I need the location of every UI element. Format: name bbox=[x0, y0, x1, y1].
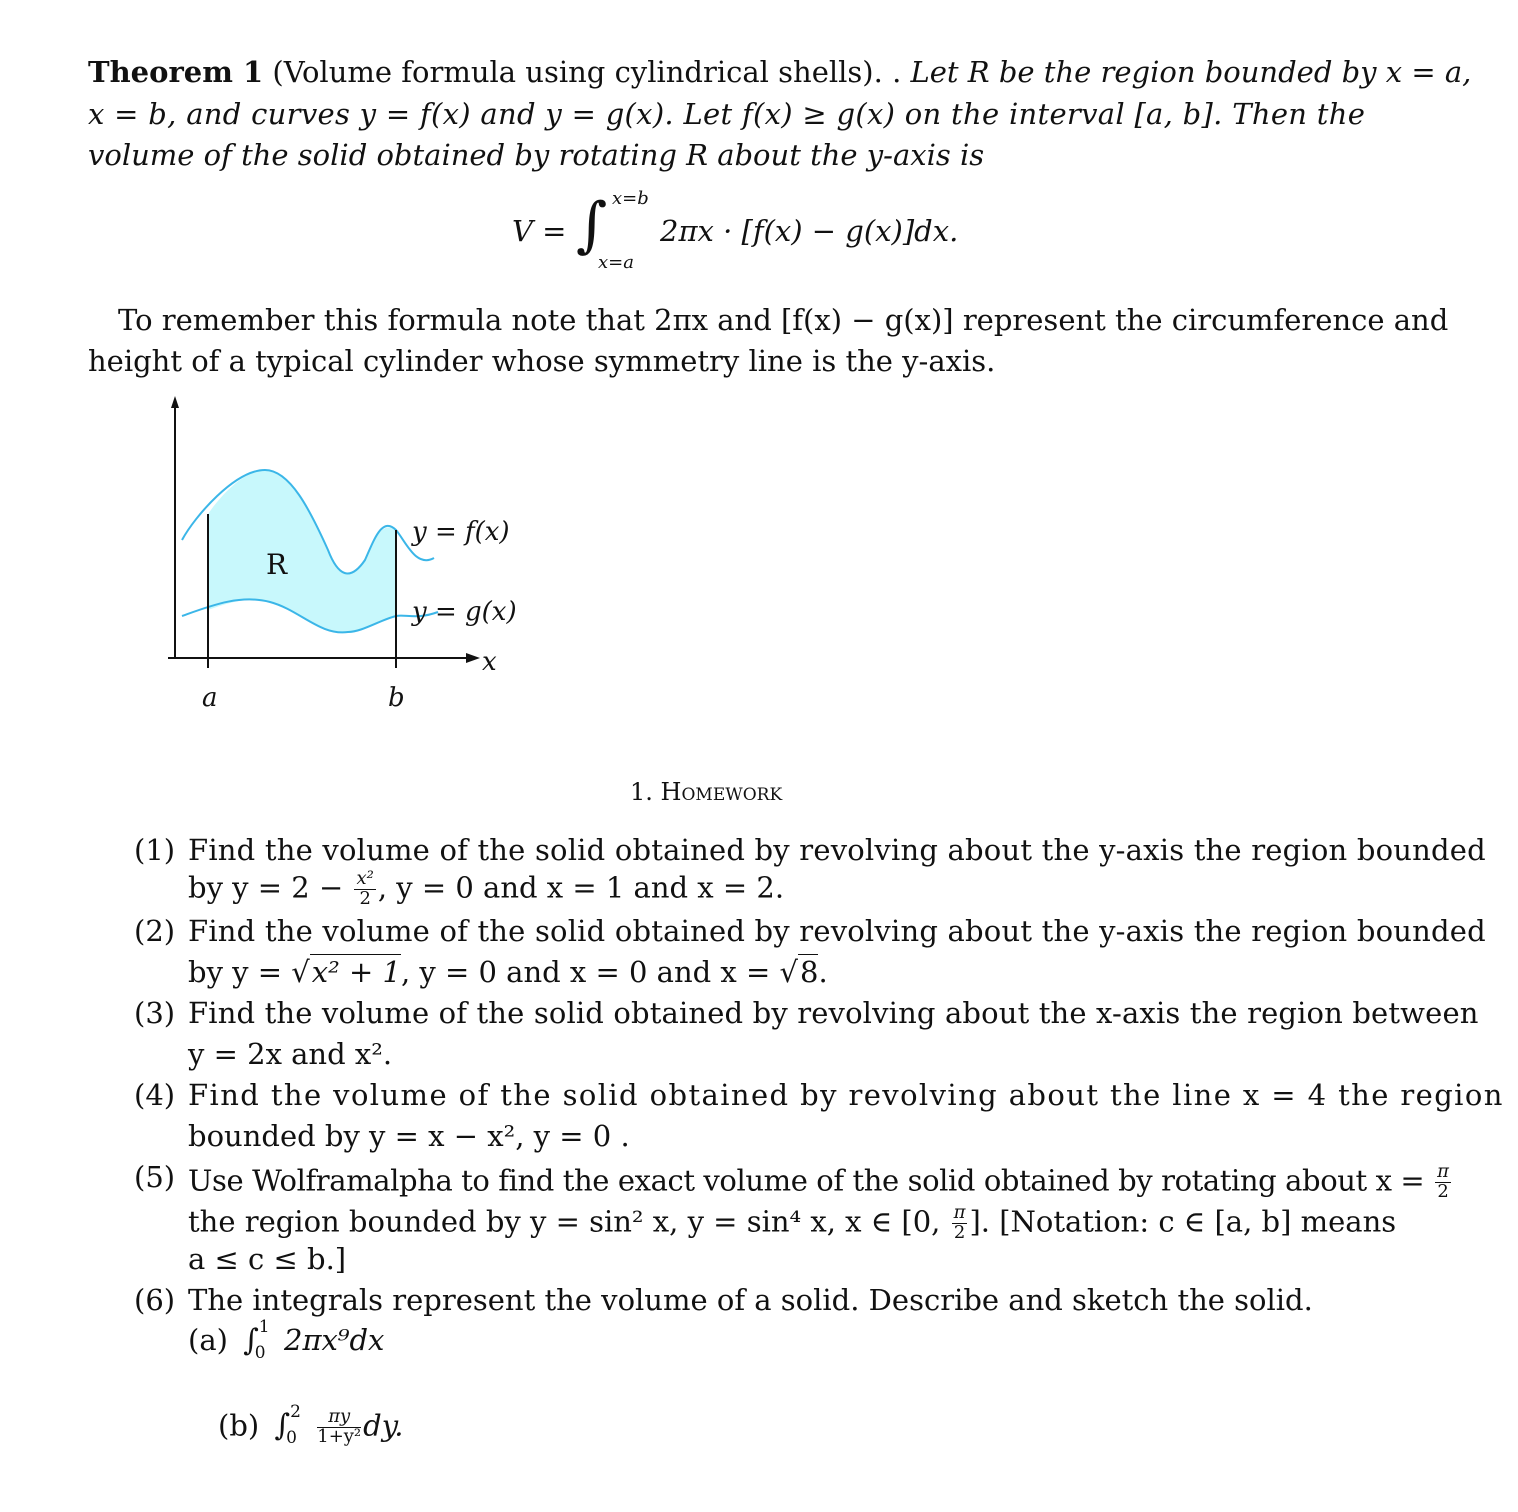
hw-item-2-num: (2) bbox=[134, 914, 176, 948]
hw-item-6a-label: (a) bbox=[188, 1323, 228, 1357]
a-label: a bbox=[202, 683, 218, 713]
theorem-sep: . bbox=[892, 55, 911, 89]
hw-item-1-num: (1) bbox=[134, 833, 176, 867]
hw-item-6a-upper: 1 bbox=[258, 1317, 270, 1337]
hw-item-5-line-1 bbox=[188, 1163, 1453, 1202]
hw-item-6b-label: (b) bbox=[218, 1408, 260, 1443]
hw-item-5-frac1-den: 2 bbox=[1437, 1180, 1449, 1202]
region-label: R bbox=[266, 548, 288, 581]
remark-line-1: To remember this formula note that 2πx and [f(x) − g(x)] represent the circumference and bbox=[118, 303, 1449, 337]
hw-item-1-text-a: by y = 2 − bbox=[188, 870, 344, 905]
hw-item-5-fraction-1 bbox=[1435, 1163, 1450, 1202]
hw-item-5-text-1: Use Wolframalpha to find the exact volume of the solid obtained by rotating about x = bbox=[188, 1163, 1425, 1198]
hw-item-6b bbox=[218, 1402, 404, 1449]
hw-item-6-line-1: The integrals represent the volume of a solid. Describe and sketch the solid. bbox=[188, 1283, 1313, 1317]
region-figure bbox=[150, 390, 530, 730]
hw-item-5-text-2b: ]. [Notation: c ∈ [a, b] means bbox=[969, 1204, 1397, 1239]
hw-item-6b-fraction bbox=[317, 1408, 361, 1447]
formula-integrand: 2πx · [f(x) − g(x)]dx. bbox=[660, 214, 959, 248]
theorem-title: (Volume formula using cylindrical shells). bbox=[272, 55, 883, 89]
hw-item-6b-integral: ∫ bbox=[274, 1408, 291, 1444]
hw-item-1-text-b: , y = 0 and x = 1 and x = 2. bbox=[377, 870, 785, 905]
hw-item-6a-lower: 0 bbox=[254, 1343, 266, 1363]
volume-formula bbox=[512, 188, 972, 273]
hw-item-2-sqrt-2: 8 bbox=[800, 955, 819, 989]
hw-item-6b-frac-den: 1+y² bbox=[317, 1425, 362, 1447]
hw-item-1-line-2 bbox=[188, 870, 784, 909]
theorem-statement-1: Let R be the region bounded by x = a, bbox=[910, 55, 1472, 89]
hw-item-1-fraction bbox=[354, 870, 375, 909]
remark-line-2: height of a typical cylinder whose symmetry line is the y-axis. bbox=[88, 344, 996, 378]
theorem-line-2: x = b, and curves y = f(x) and y = g(x). Let f(x) ≥ g(x) on the interval [a, b]. Then the bbox=[88, 97, 1366, 131]
hw-item-3-line-1: Find the volume of the solid obtained by revolving about the x-axis the region between bbox=[188, 996, 1479, 1030]
theorem-line-1 bbox=[88, 55, 1472, 89]
theorem-label: Theorem 1 bbox=[88, 55, 264, 89]
hw-item-2-text-a: by y = bbox=[188, 955, 283, 989]
hw-item-6b-frac-num: πy bbox=[317, 1408, 361, 1428]
hw-item-6a bbox=[188, 1317, 385, 1366]
hw-item-3-line-2: y = 2x and x². bbox=[188, 1037, 393, 1071]
formula-lhs: V = bbox=[512, 214, 567, 248]
b-label: b bbox=[388, 683, 405, 713]
hw-item-5-frac1-num: π bbox=[1437, 1161, 1449, 1182]
hw-item-1-line-1: Find the volume of the solid obtained by revolving about the y-axis the region bounded bbox=[188, 833, 1486, 867]
hw-item-5-frac2-num: π bbox=[953, 1202, 966, 1223]
hw-item-6-num: (6) bbox=[134, 1283, 176, 1317]
hw-item-5-frac2-den: 2 bbox=[953, 1221, 966, 1243]
homework-heading-text: Homework bbox=[660, 778, 783, 806]
hw-item-2-text-c: . bbox=[818, 955, 828, 989]
hw-item-2-text-b: , y = 0 and x = 0 and x = bbox=[400, 955, 771, 989]
hw-item-2-line-2: by y = √x² + 1, y = 0 and x = 0 and x = √8. bbox=[188, 955, 828, 989]
hw-item-6b-upper: 2 bbox=[290, 1402, 301, 1423]
homework-heading-number: 1. bbox=[630, 778, 653, 806]
g-curve-label: y = g(x) bbox=[412, 597, 517, 627]
hw-item-1-frac-den: 2 bbox=[359, 887, 371, 909]
hw-item-2-line-1: Find the volume of the solid obtained by revolving about the y-axis the region bounded bbox=[188, 914, 1486, 948]
hw-item-2-sqrt-1: x² + 1 bbox=[311, 955, 401, 989]
hw-item-5-line-2 bbox=[188, 1204, 1396, 1243]
hw-item-4-num: (4) bbox=[134, 1078, 176, 1112]
hw-item-5-fraction-2 bbox=[952, 1204, 968, 1243]
y-axis-arrow bbox=[171, 396, 179, 408]
hw-item-6a-integral: ∫ bbox=[243, 1323, 259, 1358]
homework-heading bbox=[630, 780, 782, 804]
x-axis-label: x bbox=[482, 647, 497, 677]
integral-sign: ∫ bbox=[576, 190, 608, 260]
x-axis-arrow bbox=[466, 653, 480, 663]
hw-item-6b-expr: dy. bbox=[363, 1408, 404, 1443]
theorem-line-3: volume of the solid obtained by rotating R about the y-axis is bbox=[88, 138, 985, 172]
hw-item-6b-lower: 0 bbox=[286, 1428, 297, 1449]
formula-upper-limit: x=b bbox=[612, 188, 649, 209]
hw-item-1-frac-num: x² bbox=[356, 868, 374, 889]
hw-item-6a-expr: 2πx⁹dx bbox=[284, 1323, 385, 1357]
hw-item-5-num: (5) bbox=[134, 1160, 176, 1194]
hw-item-4-line-2: bounded by y = x − x², y = 0 . bbox=[188, 1119, 630, 1153]
formula-lower-limit: x=a bbox=[598, 252, 634, 273]
hw-item-4-line-1: Find the volume of the solid obtained by revolving about the line x = 4 the region bbox=[188, 1078, 1504, 1112]
hw-item-5-text-2a: the region bounded by y = sin² x, y = sin⁴ x, x ∈ [0, bbox=[188, 1204, 941, 1239]
f-curve-label: y = f(x) bbox=[412, 517, 510, 547]
hw-item-3-num: (3) bbox=[134, 996, 176, 1030]
hw-item-5-line-3: a ≤ c ≤ b.] bbox=[188, 1242, 347, 1276]
